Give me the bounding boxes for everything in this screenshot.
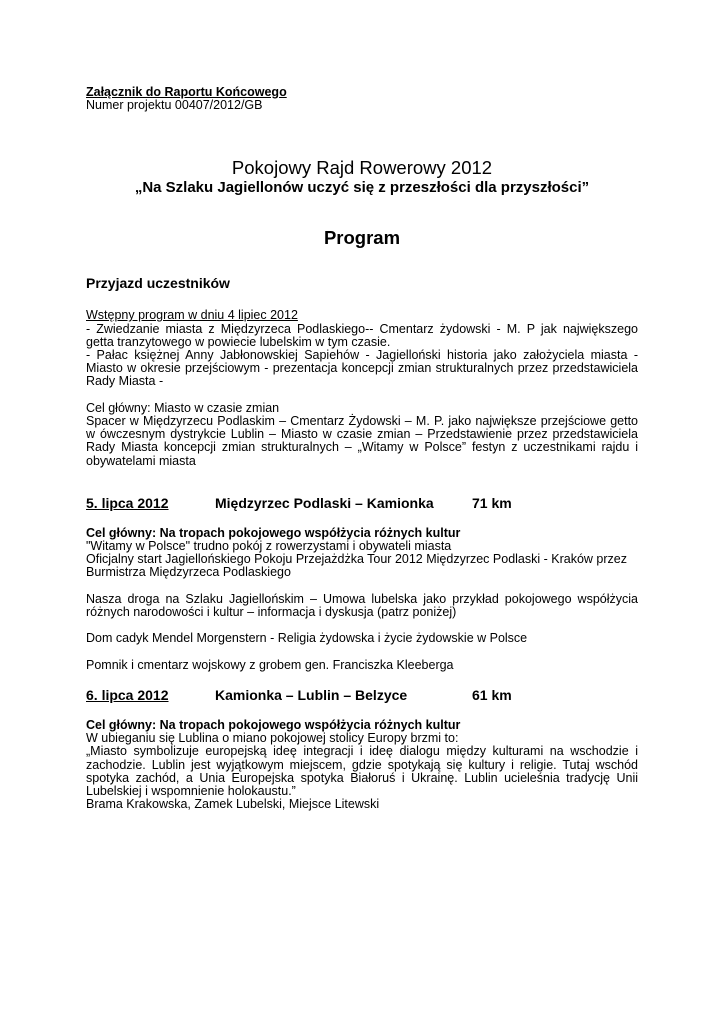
arrival-heading: Przyjazd uczestników xyxy=(86,275,230,292)
day1-distance: 71 km xyxy=(472,494,512,511)
day1-goal: Cel główny: Na tropach pokojowego współżycia różnych kultur xyxy=(86,525,461,540)
day1-paragraph: Pomnik i cmentarz wojskowy z grobem gen. Franciszka Kleeberga xyxy=(86,657,454,672)
annex-label: Załącznik do Raportu Końcowego xyxy=(86,85,287,99)
day2-route: Kamionka – Lublin – Belzyce xyxy=(215,687,408,704)
arrival-line: - Zwiedzanie miasta z Międzyrzeca Podlaskiego-- Cmentarz żydowski - M. P jak największego getta tranzytowego w powiecie lubelskim w tym czasie. xyxy=(86,321,638,349)
prelim-program-label: Wstępny program w dniu 4 lipiec 2012 xyxy=(86,308,298,323)
day1-header xyxy=(86,495,638,512)
day2-header xyxy=(86,687,638,704)
day2-quote: „Miasto symbolizuje europejską ideę integracji i ideę dialogu między kulturami na wschodzie i zachodzie. Lublin jest wyjątkowym miejscem, gdzie spotykają się kultury i religie. Tutaj wschód spotyka zachód, a Unia Europejska spotyka Białoruś i Ukrainę. Lublin ucieleśnia tradycję Unii Lubelskiej i wspomnienie holokaustu.” xyxy=(86,744,638,799)
day1-paragraph: Nasza droga na Szlaku Jagiellońskim – Umowa lubelska jako przykład pokojowego współżycia różnych narodowości i kultur – informacja i dyskusja (patrz poniżej) xyxy=(86,591,638,620)
arrival-goal: Cel główny: Miasto w czasie zmian xyxy=(86,400,280,415)
arrival-line: - Pałac księżnej Anny Jabłonowskiej Sapiehów - Jagielloński historia jako założyciela miasta - Miasto w okresie przejściowym - prezentacja koncepcji zmian strukturalnych przez przedstawiciela Rady Miasta - xyxy=(86,348,638,389)
day1-paragraph: Dom cadyk Mendel Morgenstern - Religia żydowska i życie żydowskie w Polsce xyxy=(86,631,528,646)
arrival-goal-description: Spacer w Międzyrzecu Podlaskim – Cmentarz Żydowski – M. P. jako największe przejściowe getto w ówczesnym dystrykcie Lublin – Miasto w czasie zmian – Przedstawienie przez przedstawiciela Rady Miasta koncepcji zmian strukturalnych – „Witamy w Polsce” festyn z uczestnikami rajdu i obywatelami miasta xyxy=(86,414,638,468)
day1-date: 5. lipca 2012 xyxy=(86,494,169,511)
day2-intro: W ubieganiu się Lublina o miano pokojowej stolicy Europy brzmi to: xyxy=(86,731,459,746)
document-subtitle: „Na Szlaku Jagiellonów uczyć się z przeszłości dla przyszłości” xyxy=(134,179,590,197)
document-title: Pokojowy Rajd Rowerowy 2012 xyxy=(231,157,493,179)
day2-goal: Cel główny: Na tropach pokojowego współżycia różnych kultur xyxy=(86,718,461,733)
day2-places: Brama Krakowska, Zamek Lubelski, Miejsce Litewski xyxy=(86,797,380,812)
day1-line: "Witamy w Polsce" trudno pokój z rowerzystami i obywateli miasta xyxy=(86,539,452,554)
document-page xyxy=(86,86,638,811)
day1-line: Oficjalny start Jagiellońskiego Pokoju Przejażdżka Tour 2012 Międzyrzec Podlaski - Kraków przez Burmistrza Międzyrzeca Podlaskiego xyxy=(86,552,627,580)
day1-route: Międzyrzec Podlaski – Kamionka xyxy=(215,494,434,511)
day2-date: 6. lipca 2012 xyxy=(86,687,169,704)
project-number: Numer projektu 00407/2012/GB xyxy=(86,98,263,113)
day2-distance: 61 km xyxy=(472,687,512,704)
program-heading: Program xyxy=(323,227,401,249)
